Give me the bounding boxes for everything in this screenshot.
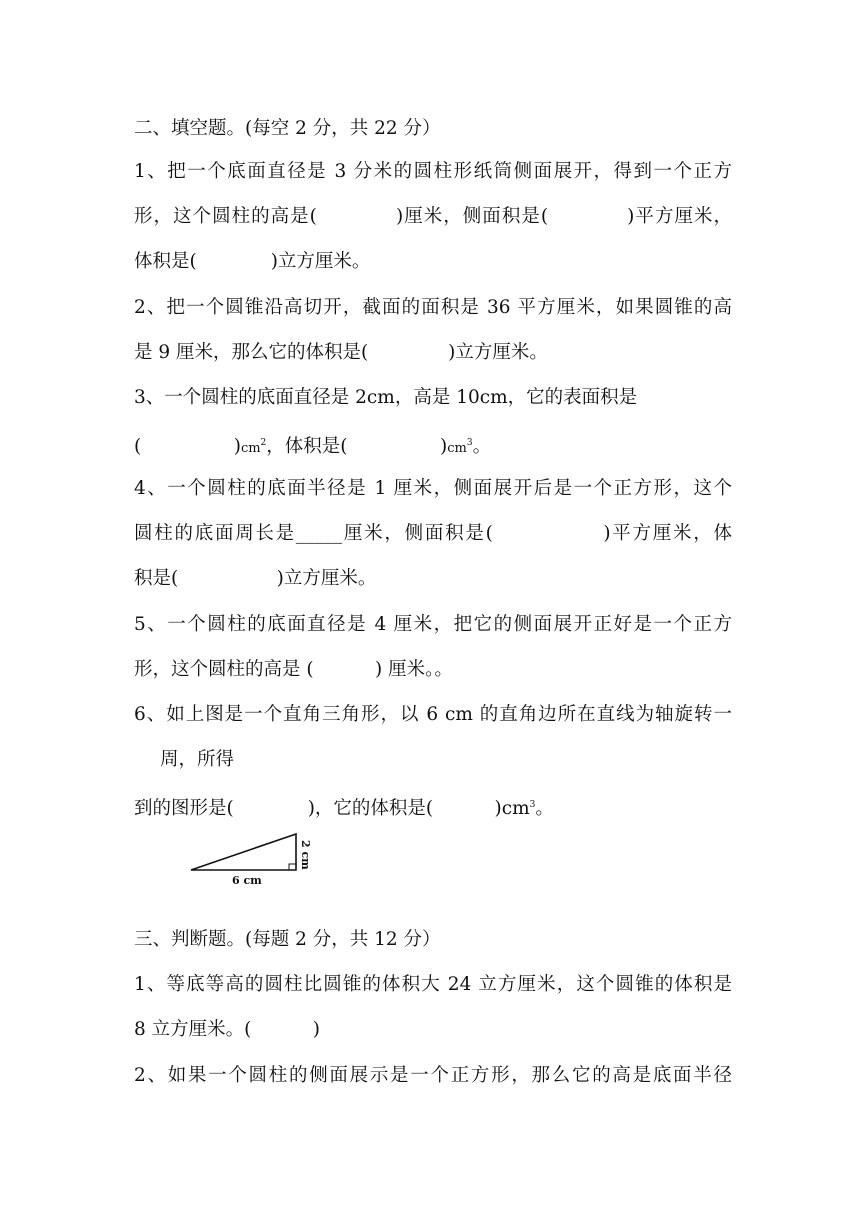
section2-title: 二、填空题。(每空 2 分，共 22 分） <box>134 118 441 139</box>
q6-exp: 3 <box>529 800 536 810</box>
q2-line2: 是 9 厘米，那么它的体积是( )立方厘米。 <box>134 342 548 363</box>
q6-line3-text: 到的图形是( )，它的体积是( )cm <box>134 798 530 819</box>
q6-line2: 周，所得 <box>160 749 235 770</box>
q3-exp1: 2 <box>260 438 267 448</box>
q1-line3: 体积是( )立方厘米。 <box>134 251 371 272</box>
q6-line3 <box>134 793 554 821</box>
q6-line1: 6、如上图是一个直角三角形，以 6 cm 的直角边所在直线为轴旋转一 <box>134 704 732 725</box>
height-label: 2 cm <box>299 840 312 870</box>
q3-exp2: 3 <box>466 438 473 448</box>
right-angle-marker <box>289 864 296 870</box>
q1-line2: 形，这个圆柱的高是( )厘米，侧面积是( )平方厘米， <box>134 206 732 227</box>
base-label: 6 cm <box>232 874 262 887</box>
q1-line1: 1、把一个底面直径是 3 分米的圆柱形纸筒侧面展开，得到一个正方 <box>134 161 732 182</box>
q3-blank1: ( ) <box>134 436 241 457</box>
q4-line2: 圆柱的底面周长是_____厘米，侧面积是( )平方厘米，体 <box>134 523 732 544</box>
q6-line3-end: 。 <box>535 798 554 819</box>
s3-q2-line1: 2、如果一个圆柱的侧面展示是一个正方形，那么它的高是底面半径 <box>134 1065 732 1086</box>
q5-line1: 5、一个圆柱的底面直径是 4 厘米，把它的侧面展开正好是一个正方 <box>134 614 732 635</box>
q3-end: 。 <box>472 436 492 457</box>
q3-mid: ，体积是( ) <box>266 436 448 457</box>
s3-q1-line1: 1、等底等高的圆柱比圆锥的体积大 24 立方厘米，这个圆锥的体积是 <box>134 974 732 995</box>
section3-title: 三、判断题。(每题 2 分，共 12 分） <box>134 929 441 950</box>
s3-q1-line2: 8 立方厘米。( ) <box>134 1019 320 1040</box>
right-triangle-figure <box>188 832 318 888</box>
q3-line2 <box>134 431 491 461</box>
q3-unit1: cm <box>240 441 261 456</box>
q3-unit2: cm <box>447 441 467 456</box>
q5-line2: 形，这个圆柱的高是 ( ) 厘米。。 <box>134 659 453 680</box>
q4-line1: 4、一个圆柱的底面半径是 1 厘米，侧面展开后是一个正方形，这个 <box>134 478 732 499</box>
q4-line3: 积是( )立方厘米。 <box>134 568 377 589</box>
q3-line1: 3、一个圆柱的底面直径是 2cm，高是 10cm，它的表面积是 <box>134 387 638 408</box>
q2-line1: 2、把一个圆锥沿高切开，截面的面积是 36 平方厘米，如果圆锥的高 <box>134 297 732 318</box>
triangle-shape <box>191 834 296 870</box>
